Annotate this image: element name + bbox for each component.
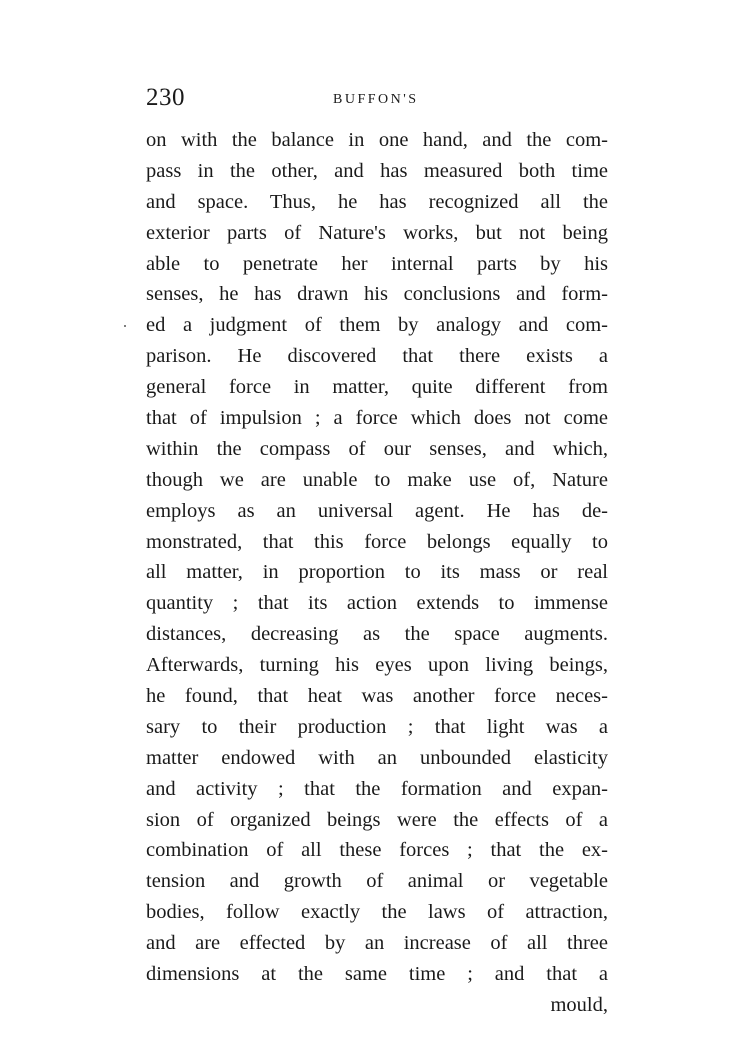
text-line: and activity ; that the formation and expan- [146, 777, 608, 800]
body-text [146, 125, 608, 1021]
text-line: parison. He discovered that there exists a [146, 345, 608, 368]
running-title: BUFFON'S [333, 92, 419, 107]
text-line: able to penetrate her internal parts by his [146, 252, 608, 275]
text-line: all matter, in proportion to its mass or real [146, 561, 608, 584]
text-line: within the compass of our senses, and which, [146, 437, 608, 460]
text-line: distances, decreasing as the space augments. [146, 623, 608, 646]
text-line: on with the balance in one hand, and the com- [146, 129, 608, 151]
page-number: 230 [146, 84, 185, 111]
text-line: he found, that heat was another force neces- [146, 685, 608, 708]
text-line: dimensions at the same time ; and that a [146, 963, 608, 986]
text-line: and space. Thus, he has recognized all the [146, 190, 608, 213]
text-line: sary to their production ; that light was a [146, 715, 608, 738]
text-line: exterior parts of Nature's works, but not being [146, 221, 608, 244]
running-head [146, 84, 606, 116]
text-line: monstrated, that this force belongs equally to [146, 530, 608, 553]
catchword: mould, [550, 993, 608, 1016]
text-line: pass in the other, and has measured both time [146, 159, 608, 182]
text-line: sion of organized beings were the effects of a [146, 808, 608, 831]
text-line: quantity ; that its action extends to immense [146, 592, 608, 615]
text-line: combination of all these forces ; that the ex- [146, 839, 608, 862]
ink-speck [124, 325, 126, 327]
text-line: bodies, follow exactly the laws of attraction, [146, 901, 608, 924]
text-line: and are effected by an increase of all three [146, 932, 608, 955]
text-line: senses, he has drawn his conclusions and form- [146, 283, 608, 306]
text-line: that of impulsion ; a force which does not come [146, 407, 608, 430]
text-line: though we are unable to make use of, Nature [146, 468, 608, 491]
text-line: matter endowed with an unbounded elasticity [146, 746, 608, 769]
text-line: ed a judgment of them by analogy and com- [146, 314, 608, 337]
text-line: Afterwards, turning his eyes upon living beings, [146, 654, 608, 677]
text-line: tension and growth of animal or vegetable [146, 870, 608, 893]
text-line: general force in matter, quite different from [146, 376, 608, 399]
text-line: employs as an universal agent. He has de- [146, 499, 608, 522]
